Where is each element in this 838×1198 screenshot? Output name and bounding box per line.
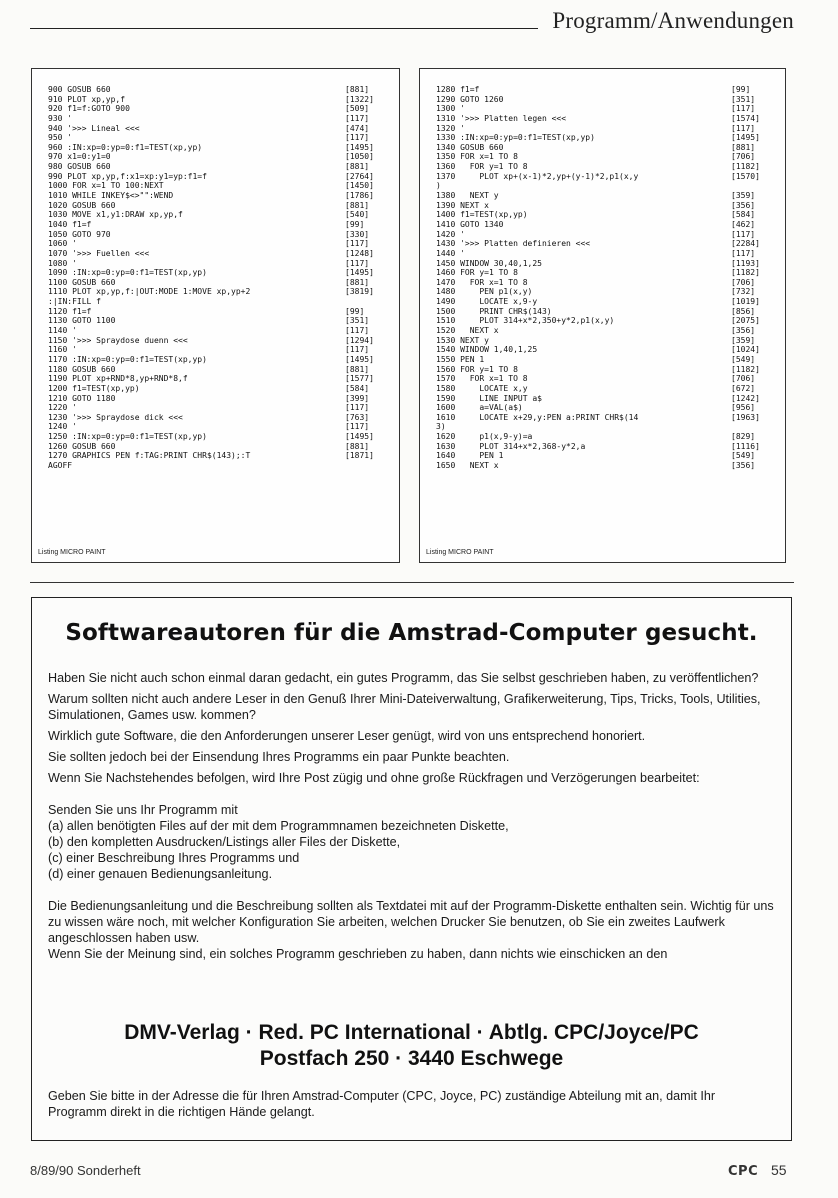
code-line (436, 85, 777, 95)
code-line (48, 336, 391, 346)
code-statement: 1340 GOSUB 660 (436, 142, 504, 152)
checksum: [549] (731, 451, 756, 461)
checksum (731, 181, 777, 191)
code-statement: 1350 FOR x=1 TO 8 (436, 152, 518, 162)
checksum: [672] (731, 383, 756, 393)
code-statement: 1170 :IN:xp=0:yp=0:f1=TEST(xp,yp) (48, 354, 207, 364)
code-line (436, 413, 777, 423)
code-line (48, 124, 391, 134)
code-line (436, 133, 777, 143)
checksum: [117] (731, 123, 756, 133)
checksum: [359] (731, 191, 756, 201)
checksum (345, 461, 391, 471)
code-statement: 1530 NEXT y (436, 335, 489, 345)
code-statement: 1550 PEN 1 (436, 354, 485, 364)
code-statement: 1060 ' (48, 239, 77, 249)
code-line (436, 104, 777, 114)
code-line (436, 230, 777, 240)
code-statement: ) (436, 181, 441, 191)
code-statement: 1270 GRAPHICS PEN f:TAG:PRINT CHR$(143);:T (48, 451, 251, 461)
code-statement: 1580 LOCATE x,y (436, 383, 528, 393)
checksum: [1116] (731, 441, 760, 451)
code-statement: 1370 PLOT xp+(x-1)*2,yp+(y-1)*2,p1(x,y (436, 171, 639, 181)
checksum: [2075] (731, 316, 760, 326)
code-statement: 1130 GOTO 1100 (48, 316, 116, 326)
code-line (436, 143, 777, 153)
code-statement: 1480 PEN p1(x,y) (436, 287, 533, 297)
listing-caption-left: Listing MICRO PAINT (38, 549, 106, 556)
code-statement: 910 PLOT xp,yp,f (48, 94, 126, 104)
code-line (436, 268, 777, 278)
code-line (436, 287, 777, 297)
checksum: [881] (731, 142, 756, 152)
code-line (436, 336, 777, 346)
code-statement: 3) (436, 422, 446, 432)
checksum: [117] (345, 113, 370, 123)
code-statement: 1620 p1(x,9-y)=a (436, 432, 533, 442)
advertisement-box (31, 597, 792, 1141)
checksum: [829] (731, 432, 756, 442)
code-line (436, 384, 777, 394)
address-line: DMV-Verlag · Red. PC International · Abtlg. CPC/Joyce/PC (124, 1021, 699, 1044)
code-lines-left (48, 85, 391, 471)
code-statement: AGOFF (48, 460, 73, 470)
code-line (436, 259, 777, 269)
checksum: [1495] (345, 354, 374, 364)
checksum: [356] (731, 200, 756, 210)
ad-body (48, 670, 777, 967)
code-line (48, 181, 391, 191)
code-line (436, 201, 777, 211)
code-line (48, 152, 391, 162)
code-lines-right (436, 85, 777, 471)
code-line (48, 259, 391, 269)
code-statement: 970 x1=0:y1=0 (48, 152, 111, 162)
closing-paragraph: Die Bedienungsanleitung und die Beschreibung sollten als Textdatei mit auf der Programm-Diskette enthalten sein. Wichtig für uns zu wissen wäre noch, mit welcher Konfiguration Sie arbeiten, welchen Drucker Sie benutzen, ob Sie ein zweites Laufwerk angeschlossen haben usw. (48, 899, 774, 945)
code-statement: 960 :IN:xp=0:yp=0:f1=TEST(xp,yp) (48, 142, 203, 152)
code-statement: 1360 FOR y=1 TO 8 (436, 162, 528, 172)
checksum: [2284] (731, 239, 760, 249)
code-line (48, 104, 391, 114)
checksum: [117] (345, 422, 370, 432)
checksum: [549] (731, 354, 756, 364)
code-statement: 1020 GOSUB 660 (48, 200, 116, 210)
checksum: [330] (345, 229, 370, 239)
code-statement: :|IN:FILL f (48, 297, 101, 307)
checksum (731, 422, 777, 432)
code-statement: 1000 FOR x=1 TO 100:NEXT (48, 181, 164, 191)
checksum: [881] (345, 277, 370, 287)
code-statement: 1520 NEXT x (436, 326, 499, 336)
code-line (48, 201, 391, 211)
ad-footer-note: Geben Sie bitte in der Adresse die für Ihren Amstrad-Computer (CPC, Joyce, PC) zuständige Abteilung mit an, damit Ihr Programm direkt in die richtigen Hände gelangt. (48, 1089, 716, 1119)
code-line (48, 394, 391, 404)
ad-heading: Softwareautoren für die Amstrad-Computer gesucht. (65, 620, 758, 646)
checksum: [99] (345, 219, 365, 229)
code-statement: 1560 FOR y=1 TO 8 (436, 364, 518, 374)
code-statement: 1310 '>>> Platten legen <<< (436, 113, 567, 123)
ad-paragraph: Sie sollten jedoch bei der Einsendung Ihres Programms ein paar Punkte beachten. (48, 750, 510, 764)
checksum: [584] (731, 210, 756, 220)
code-line (436, 374, 777, 384)
checksum: [1050] (345, 152, 374, 162)
code-line (48, 326, 391, 336)
code-line (48, 297, 391, 307)
checksum: [1871] (345, 451, 374, 461)
code-line (48, 268, 391, 278)
submission-list (48, 802, 777, 882)
checksum: [1450] (345, 181, 374, 191)
code-statement: 1630 PLOT 314+x*2,368-y*2,a (436, 441, 586, 451)
checksum: [1024] (731, 345, 760, 355)
list-item: (c) einer Beschreibung Ihres Programms und (48, 851, 300, 865)
checksum: [1182] (731, 364, 760, 374)
checksum: [356] (731, 326, 756, 336)
code-statement: 1040 f1=f (48, 219, 92, 229)
code-line (436, 355, 777, 365)
code-statement: 1070 '>>> Fuellen <<< (48, 248, 150, 258)
code-statement: 1050 GOTO 970 (48, 229, 111, 239)
checksum: [462] (731, 219, 756, 229)
code-line (436, 162, 777, 172)
ad-paragraph: Haben Sie nicht auch schon einmal daran gedacht, ein gutes Programm, das Sie selbst geschrieben haben, zu veröffentlichen? (48, 671, 759, 685)
code-listing-right (419, 68, 786, 563)
code-line (436, 114, 777, 124)
checksum: [117] (345, 258, 370, 268)
checksum: [1495] (731, 133, 760, 143)
code-statement: 1140 ' (48, 326, 77, 336)
code-statement: 1010 WHILE INKEY$<>"":WEND (48, 191, 174, 201)
checksum: [3819] (345, 287, 374, 297)
checksum: [1248] (345, 248, 374, 258)
checksum: [881] (345, 441, 370, 451)
code-statement: 1250 :IN:xp=0:yp=0:f1=TEST(xp,yp) (48, 432, 207, 442)
list-item: (a) allen benötigten Files auf der mit dem Programmnamen bezeichneten Diskette, (48, 819, 509, 833)
code-line (48, 220, 391, 230)
code-statement: 900 GOSUB 660 (48, 85, 111, 94)
checksum: [399] (345, 393, 370, 403)
code-statement: 920 f1=f:GOTO 900 (48, 104, 130, 114)
code-statement: 1180 GOSUB 660 (48, 364, 116, 374)
code-line (48, 210, 391, 220)
code-line (48, 461, 391, 471)
code-line (436, 249, 777, 259)
code-line (48, 172, 391, 182)
code-line (48, 95, 391, 105)
checksum: [474] (345, 123, 370, 133)
code-statement: 980 GOSUB 660 (48, 162, 111, 172)
code-line (436, 124, 777, 134)
code-statement: 1190 PLOT xp+RND*8,yp+RND*8,f (48, 374, 188, 384)
code-line (48, 239, 391, 249)
code-line (436, 95, 777, 105)
list-item: (b) den kompletten Ausdrucken/Listings aller Files der Diskette, (48, 835, 401, 849)
checksum: [2764] (345, 171, 374, 181)
checksum: [956] (731, 403, 756, 413)
checksum: [1963] (731, 412, 760, 422)
checksum: [540] (345, 210, 370, 220)
code-statement: 1090 :IN:xp=0:yp=0:f1=TEST(xp,yp) (48, 268, 207, 278)
checksum: [1193] (731, 258, 760, 268)
code-statement: 1600 a=VAL(a$) (436, 403, 523, 413)
code-statement: 1460 FOR y=1 TO 8 (436, 268, 518, 278)
code-statement: 1200 f1=TEST(xp,yp) (48, 383, 140, 393)
checksum: [881] (345, 85, 370, 94)
checksum: [117] (345, 239, 370, 249)
publisher-address (32, 1020, 791, 1072)
code-statement: 1390 NEXT x (436, 200, 489, 210)
code-line (48, 432, 391, 442)
ad-paragraph: Wenn Sie Nachstehendes befolgen, wird Ihre Post zügig und ohne große Rückfragen und Verzögerungen bearbeitet: (48, 771, 700, 785)
code-statement: 1260 GOSUB 660 (48, 441, 116, 451)
code-line (436, 172, 777, 182)
code-line (436, 278, 777, 288)
checksum: [1495] (345, 268, 374, 278)
code-statement: 1300 ' (436, 104, 465, 114)
code-line (436, 451, 777, 461)
code-line (48, 442, 391, 452)
code-line (436, 181, 777, 191)
checksum: [856] (731, 306, 756, 316)
code-statement: 1160 ' (48, 345, 77, 355)
code-line (436, 152, 777, 162)
code-statement: 1150 '>>> Spraydose duenn <<< (48, 335, 188, 345)
code-line (436, 316, 777, 326)
code-line (48, 451, 391, 461)
checksum: [881] (345, 162, 370, 172)
checksum: [1786] (345, 191, 374, 201)
code-statement: 1430 '>>> Platten definieren <<< (436, 239, 591, 249)
checksum: [1322] (345, 94, 374, 104)
checksum: [117] (731, 248, 756, 258)
code-line (48, 249, 391, 259)
code-statement: 1510 PLOT 314+x*2,350+y*2,p1(x,y) (436, 316, 615, 326)
checksum: [881] (345, 364, 370, 374)
code-line (48, 374, 391, 384)
code-line (436, 210, 777, 220)
code-line (436, 403, 777, 413)
code-statement: 1210 GOTO 1180 (48, 393, 116, 403)
code-statement: 1640 PEN 1 (436, 451, 504, 461)
code-statement: 1540 WINDOW 1,40,1,25 (436, 345, 538, 355)
checksum: [1570] (731, 171, 760, 181)
checksum: [117] (345, 403, 370, 413)
code-statement: 1100 GOSUB 660 (48, 277, 116, 287)
code-statement: 1230 '>>> Spraydose dick <<< (48, 412, 183, 422)
code-line (48, 191, 391, 201)
listing-caption-right: Listing MICRO PAINT (426, 549, 494, 556)
code-line (436, 432, 777, 442)
code-line (48, 143, 391, 153)
checksum: [117] (345, 326, 370, 336)
checksum: [1242] (731, 393, 760, 403)
code-line (48, 413, 391, 423)
code-line (436, 422, 777, 432)
checksum: [359] (731, 335, 756, 345)
header-rule (30, 28, 538, 29)
code-statement: 1380 NEXT y (436, 191, 499, 201)
issue-label: 8/89/90 Sonderheft (30, 1163, 141, 1178)
code-line (436, 307, 777, 317)
code-statement: 1280 f1=f (436, 85, 480, 94)
section-title: Programm/Anwendungen (552, 8, 794, 33)
page-number: 55 (771, 1162, 787, 1178)
checksum: [1577] (345, 374, 374, 384)
checksum: [1495] (345, 432, 374, 442)
code-line (436, 345, 777, 355)
code-line (436, 297, 777, 307)
section-divider (30, 582, 794, 583)
code-statement: 1110 PLOT xp,yp,f:|OUT:MODE 1:MOVE xp,yp+2 (48, 287, 251, 297)
checksum: [706] (731, 277, 756, 287)
checksum: [351] (731, 94, 756, 104)
checksum: [763] (345, 412, 370, 422)
checksum: [1182] (731, 268, 760, 278)
checksum: [117] (731, 104, 756, 114)
code-line (48, 133, 391, 143)
closing-block (48, 898, 777, 962)
list-intro: Senden Sie uns Ihr Programm mit (48, 803, 238, 817)
code-statement: 1320 ' (436, 123, 465, 133)
checksum: [117] (345, 345, 370, 355)
list-item: (d) einer genauen Bedienungsanleitung. (48, 867, 273, 881)
code-line (436, 461, 777, 471)
code-line (436, 442, 777, 452)
code-statement: 1570 FOR x=1 TO 8 (436, 374, 528, 384)
code-statement: 1080 ' (48, 258, 77, 268)
code-line (48, 355, 391, 365)
code-line (48, 85, 391, 95)
code-line (48, 162, 391, 172)
checksum: [732] (731, 287, 756, 297)
code-statement: 950 ' (48, 133, 73, 143)
code-listing-left (31, 68, 400, 563)
checksum: [706] (731, 152, 756, 162)
ad-paragraph: Wirklich gute Software, die den Anforderungen unserer Leser genügt, wird von uns entsprechend honoriert. (48, 729, 646, 743)
code-statement: 1410 GOTO 1340 (436, 219, 504, 229)
code-line (48, 384, 391, 394)
checksum: [99] (731, 85, 751, 94)
checksum: [351] (345, 316, 370, 326)
code-line (436, 365, 777, 375)
code-line (436, 239, 777, 249)
code-statement: 1610 LOCATE x+29,y:PEN a:PRINT CHR$(14 (436, 412, 639, 422)
checksum: [356] (731, 460, 756, 470)
code-line (436, 191, 777, 201)
code-line (48, 114, 391, 124)
checksum: [509] (345, 104, 370, 114)
code-statement: 930 ' (48, 113, 73, 123)
code-line (48, 403, 391, 413)
closing-line: Wenn Sie der Meinung sind, ein solches Programm geschrieben zu haben, dann nichts wie einschicken an den (48, 947, 668, 961)
code-statement: 1220 ' (48, 403, 77, 413)
code-line (48, 316, 391, 326)
code-statement: 940 '>>> Lineal <<< (48, 123, 140, 133)
code-statement: 1290 GOTO 1260 (436, 94, 504, 104)
code-statement: 990 PLOT xp,yp,f:x1=xp:y1=yp:f1=f (48, 171, 207, 181)
code-statement: 1500 PRINT CHR$(143) (436, 306, 552, 316)
code-statement: 1440 ' (436, 248, 465, 258)
code-statement: 1490 LOCATE x,9-y (436, 297, 538, 307)
checksum: [117] (731, 229, 756, 239)
code-statement: 1650 NEXT x (436, 460, 499, 470)
checksum: [881] (345, 200, 370, 210)
address-line: Postfach 250 · 3440 Eschwege (259, 1047, 564, 1070)
checksum: [584] (345, 383, 370, 393)
code-statement: 1330 :IN:xp=0:yp=0:f1=TEST(xp,yp) (436, 133, 595, 143)
code-line (48, 278, 391, 288)
code-line (48, 422, 391, 432)
code-line (436, 326, 777, 336)
checksum: [1574] (731, 113, 760, 123)
code-statement: 1450 WINDOW 30,40,1,25 (436, 258, 542, 268)
checksum: [706] (731, 374, 756, 384)
checksum: [117] (345, 133, 370, 143)
code-statement: 1470 FOR x=1 TO 8 (436, 277, 528, 287)
code-line (436, 394, 777, 404)
code-line (48, 345, 391, 355)
code-line (48, 365, 391, 375)
code-statement: 1120 f1=f (48, 306, 92, 316)
checksum: [99] (345, 306, 365, 316)
checksum: [1495] (345, 142, 374, 152)
ad-paragraph: Warum sollten nicht auch andere Leser in den Genuß Ihrer Mini-Dateiverwaltung, Grafikerweiterung, Tips, Tricks, Tools, Utilities, Simulationen, Games usw. kommen? (48, 692, 761, 722)
code-statement: 1240 ' (48, 422, 77, 432)
code-line (436, 220, 777, 230)
code-line (48, 307, 391, 317)
code-line (48, 230, 391, 240)
checksum: [1019] (731, 297, 760, 307)
code-statement: 1420 ' (436, 229, 465, 239)
code-statement: 1400 f1=TEST(xp,yp) (436, 210, 528, 220)
cpc-logo: CPC (728, 1164, 759, 1179)
checksum (345, 297, 391, 307)
code-statement: 1590 LINE INPUT a$ (436, 393, 542, 403)
code-statement: 1030 MOVE x1,y1:DRAW xp,yp,f (48, 210, 183, 220)
code-line (48, 287, 391, 297)
checksum: [1182] (731, 162, 760, 172)
checksum: [1294] (345, 335, 374, 345)
